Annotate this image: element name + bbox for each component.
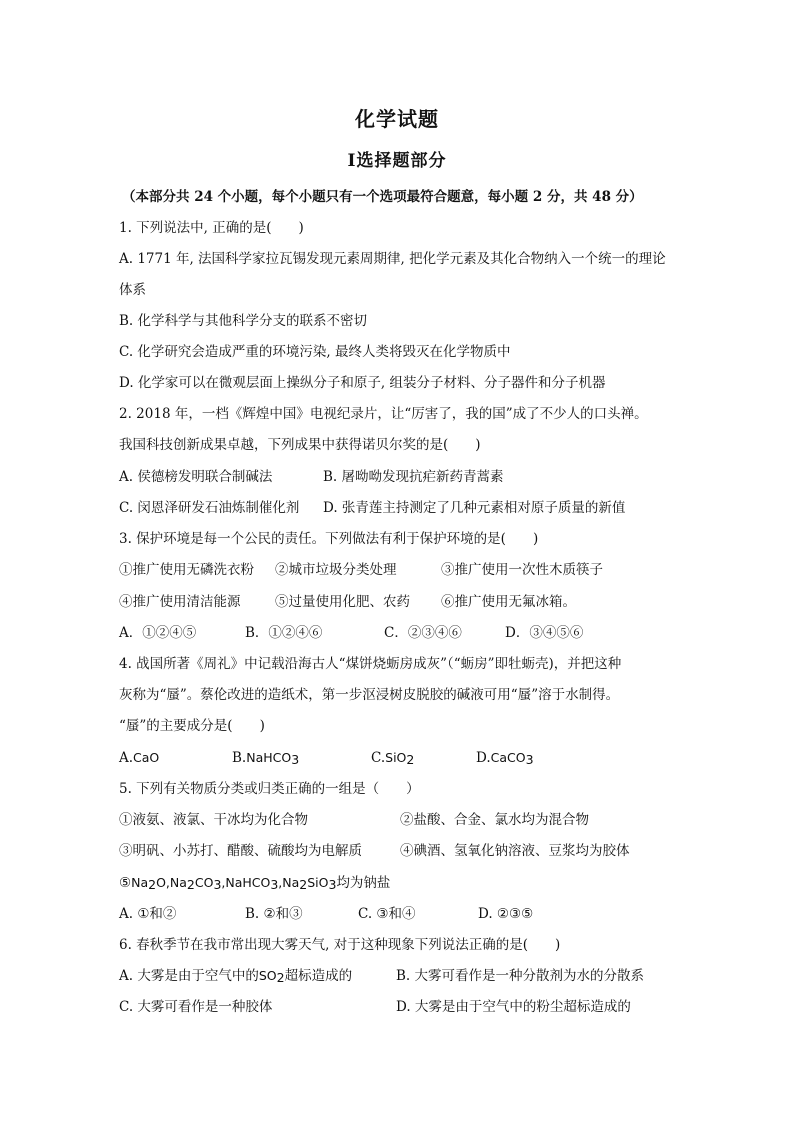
subscript: 3 bbox=[328, 877, 337, 892]
q1-option-d: D. 化学家可以在微观层面上操纵分子和原子, 组装分子材料、分子器件和分子机器 bbox=[119, 375, 606, 391]
q2-stem: 2. 2018 年，一档《辉煌中国》电视纪录片，让“厉害了，我的国”成了不少人的口头禅。 bbox=[119, 406, 648, 422]
q4-option-b bbox=[232, 748, 299, 768]
q3-option-a: A．①②④⑤ bbox=[119, 625, 197, 641]
formula: NaHCO bbox=[246, 750, 292, 765]
q4-option-a bbox=[119, 748, 159, 768]
q3-item-5: ⑤过量使用化肥、农药 bbox=[275, 594, 410, 610]
formula: SO bbox=[258, 968, 277, 983]
subscript: 2 bbox=[186, 877, 195, 892]
item-text: 均为钠盐 bbox=[336, 875, 391, 891]
formula: SiO bbox=[385, 750, 407, 765]
q3-option-d: D．③④⑤⑥ bbox=[505, 625, 584, 641]
q3-item-1: ①推广使用无磷洗衣粉 bbox=[119, 562, 254, 578]
q3-item-6: ⑥推广使用无氟冰箱。 bbox=[441, 594, 576, 610]
q5-option-d: D. ②③⑤ bbox=[478, 906, 534, 922]
q4-option-c bbox=[371, 748, 414, 768]
q2-option-b: B. 屠呦呦发现抗疟新药青蒿素 bbox=[323, 469, 504, 485]
q4-stem-cont: 灰称为“蜃”。蔡伦改进的造纸术，第一步沤浸树皮脱胶的碱液可用“蜃”溶于水制得。 bbox=[119, 687, 620, 703]
q6-option-b: B. 大雾可看作是一种分散剂为水的分散系 bbox=[396, 968, 645, 984]
option-label: A. bbox=[119, 750, 134, 766]
q5-option-a: A. ①和② bbox=[119, 906, 177, 922]
q3-item-2: ②城市垃圾分类处理 bbox=[275, 562, 397, 578]
q3-option-b: B．①②④⑥ bbox=[245, 625, 323, 641]
q5-item-3: ③明矾、小苏打、醋酸、硫酸均为电解质 bbox=[119, 843, 362, 859]
formula: ,NaHCO bbox=[221, 875, 271, 890]
q5-item-2: ②盐酸、合金、氯水均为混合物 bbox=[400, 812, 589, 828]
q5-stem: 5. 下列有关物质分类或归类正确的一组是（ ） bbox=[119, 781, 420, 797]
q1-option-b: B. 化学科学与其他科学分支的联系不密切 bbox=[119, 313, 368, 329]
formula: CO bbox=[194, 875, 214, 890]
formula: CaO bbox=[133, 750, 160, 765]
q2-option-a: A. 侯德榜发明联合制碱法 bbox=[119, 469, 273, 485]
q6-stem: 6. 春秋季节在我市常出现大雾天气, 对于这种现象下列说法正确的是( ) bbox=[119, 937, 561, 953]
section-instructions: （本部分共 24 个小题，每个小题只有一个选项最符合题意，每小题 2 分，共 48 分） bbox=[122, 189, 643, 205]
option-label: C. bbox=[371, 750, 386, 766]
formula: O,Na bbox=[156, 875, 187, 890]
formula: ,Na bbox=[278, 875, 300, 890]
q6-option-c: C. 大雾可看作是一种胶体 bbox=[119, 999, 273, 1015]
q2-stem-cont: 我国科技创新成果卓越，下列成果中获得诺贝尔奖的是( ) bbox=[119, 437, 481, 453]
q3-item-4: ④推广使用清洁能源 bbox=[119, 594, 241, 610]
q4-option-d bbox=[476, 748, 534, 768]
option-label: D. bbox=[476, 750, 491, 766]
subscript: 2 bbox=[276, 970, 285, 985]
subscript: 3 bbox=[270, 877, 279, 892]
subscript: 2 bbox=[148, 877, 157, 892]
q5-item-5 bbox=[119, 873, 390, 893]
q6-option-a bbox=[119, 966, 352, 986]
subscript: 2 bbox=[406, 752, 415, 767]
q5-item-4: ④碘酒、氢氧化钠溶液、豆浆均为胶体 bbox=[400, 843, 630, 859]
q1-stem: 1. 下列说法中, 正确的是( ) bbox=[119, 220, 304, 236]
q2-option-d: D. 张青莲主持测定了几种元素相对原子质量的新值 bbox=[323, 500, 626, 516]
q5-option-b: B. ②和③ bbox=[245, 906, 303, 922]
section-title: Ⅰ选择题部分 bbox=[347, 151, 447, 171]
formula: SiO bbox=[307, 875, 329, 890]
option-label: B. bbox=[232, 750, 247, 766]
q3-option-c: C．②③④⑥ bbox=[384, 625, 462, 641]
q1-option-c: C. 化学研究会造成严重的环境污染, 最终人类将毁灭在化学物质中 bbox=[119, 344, 511, 360]
q6-option-d: D. 大雾是由于空气中的粉尘超标造成的 bbox=[396, 999, 631, 1015]
q3-stem: 3. 保护环境是每一个公民的责任。下列做法有利于保护环境的是( ) bbox=[119, 531, 539, 547]
formula: CaCO bbox=[490, 750, 526, 765]
page-title: 化学试题 bbox=[355, 107, 439, 131]
option-text: A. 大雾是由于空气中的 bbox=[119, 968, 259, 984]
q4-stem-cont-2: “蜃”的主要成分是( ) bbox=[119, 718, 265, 734]
q1-option-a-cont: 体系 bbox=[119, 282, 146, 298]
subscript: 2 bbox=[299, 877, 308, 892]
q2-option-c: C. 闵恩泽研发石油炼制催化剂 bbox=[119, 500, 300, 516]
q3-item-3: ③推广使用一次性木质筷子 bbox=[441, 562, 603, 578]
subscript: 3 bbox=[291, 752, 300, 767]
item-number: ⑤ bbox=[119, 875, 132, 891]
q4-stem: 4. 战国所著《周礼》中记载沿海古人“煤饼烧蛎房成灰”（“蛎房”即牡蛎壳)，并把这种 bbox=[119, 656, 622, 672]
option-text: 超标造成的 bbox=[284, 968, 353, 984]
subscript: 3 bbox=[525, 752, 534, 767]
subscript: 3 bbox=[213, 877, 222, 892]
q5-option-c: C. ③和④ bbox=[358, 906, 416, 922]
q1-option-a: A. 1771 年, 法国科学家拉瓦锡发现元素周期律, 把化学元素及其化合物纳入一个统一的理论 bbox=[119, 251, 666, 267]
q5-item-1: ①液氨、液氯、干冰均为化合物 bbox=[119, 812, 308, 828]
formula: Na bbox=[131, 875, 149, 890]
